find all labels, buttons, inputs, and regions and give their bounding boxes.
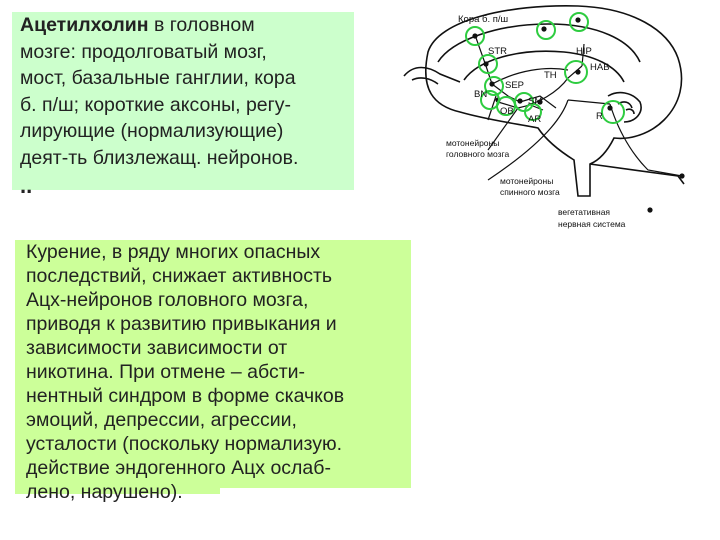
label-brain-motor-1: мотонейроны — [446, 138, 500, 148]
label-spinal-motor-1: мотонейроны — [500, 176, 554, 186]
smoking-line-1: Курение, в ряду многих опасных — [26, 241, 321, 263]
info-line-5: деят-ть близлежащ. нейронов. — [20, 146, 299, 169]
label-r: R — [596, 111, 603, 122]
smoking-line-3: Ацх-нейронов головного мозга, — [26, 289, 309, 311]
info-line-1: мозге: продолговатый мозг, — [20, 40, 267, 63]
label-sm: SM — [528, 96, 543, 107]
label-bn: BN — [474, 89, 488, 100]
label-ans-1: вегетативная — [558, 207, 611, 217]
smoking-line-4: приводя к развитию привыкания и — [26, 313, 337, 335]
smoking-line-2: последствий, снижает активность — [26, 265, 333, 287]
smoking-line-6: никотина. При отмене – абсти- — [26, 361, 306, 383]
smoking-line-10: действие эндогенного Ацх ослаб- — [26, 457, 331, 479]
label-spinal-motor-2: спинного мозга — [500, 187, 560, 197]
smoking-line-5: зависимости зависимости от — [26, 337, 288, 359]
smoking-line-9: усталости (поскольку нормализую. — [26, 433, 343, 455]
info-line-3: б. п/ш; короткие аксоны, регу- — [20, 93, 292, 116]
acetylcholine-term: Ацетилхолин — [20, 14, 149, 36]
label-str: STR — [488, 46, 507, 57]
label-cortex: Кора б. п/ш — [458, 14, 509, 25]
label-brain-motor-2: головного мозга — [446, 149, 510, 159]
label-ar: AR — [528, 114, 542, 125]
trailing-dots: .. — [20, 173, 33, 198]
acetylcholine-info-text: Ацетилхолин в головном мозге: продолговатый мозг, мост, базальные ганглии, кора б. п/ш; короткие аксоны, регу- лирующие (нормализующие) деят-ть близлежащ. нейронов. — [20, 14, 299, 169]
smoking-info-text — [26, 240, 416, 504]
brain-outline — [404, 6, 684, 196]
cholinergic-brain-diagram — [368, 0, 720, 250]
smoking-line-11: лено, нарушено). — [26, 481, 183, 503]
smoking-line-7: нентный синдром в форме скачков — [26, 385, 345, 407]
label-th: TH — [544, 70, 557, 81]
label-hab: HAB — [590, 62, 610, 73]
label-ob: OB — [500, 106, 514, 117]
info-line-4: лирующие (нормализующие) — [20, 120, 284, 142]
info-line-2: мост, базальные ганглии, кора — [20, 67, 296, 89]
smoking-line-8: эмоций, депрессии, агрессии, — [26, 409, 297, 431]
label-sep: SEP — [505, 80, 525, 91]
label-ans-2: нервная система — [558, 219, 626, 229]
label-hip: HIP — [576, 46, 592, 57]
